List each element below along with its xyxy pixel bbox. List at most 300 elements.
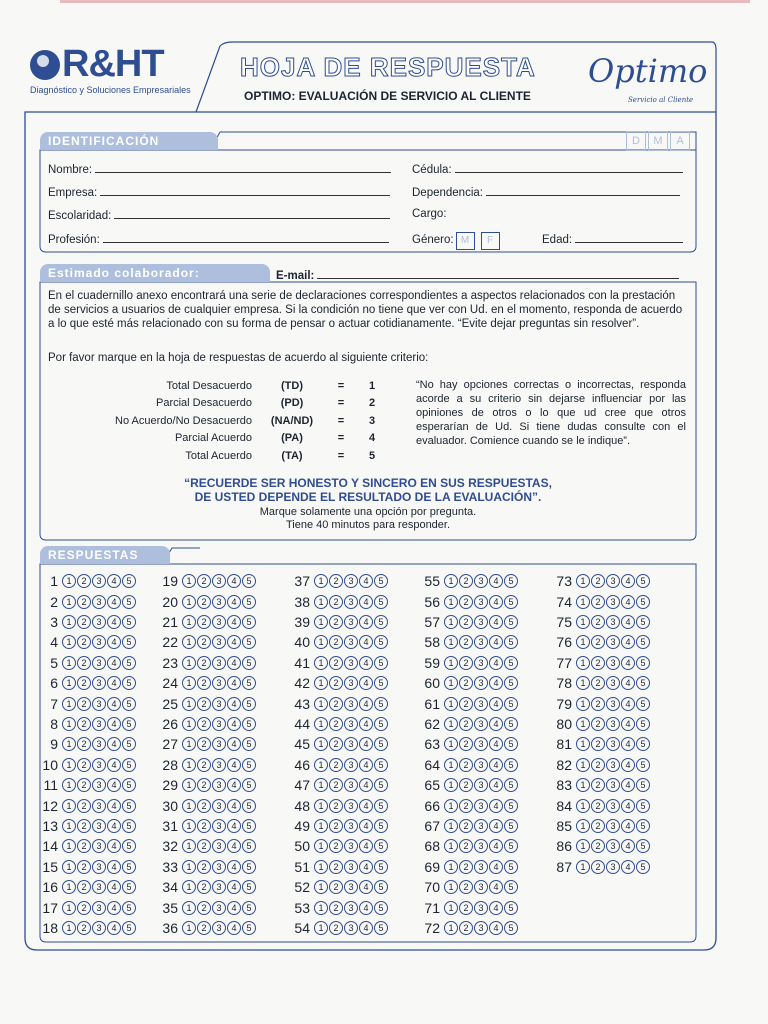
answer-bubble-3[interactable]: 3 bbox=[212, 860, 226, 874]
answer-bubble-5[interactable]: 5 bbox=[242, 839, 256, 853]
answer-bubble-5[interactable]: 5 bbox=[374, 860, 388, 874]
answer-bubble-4[interactable]: 4 bbox=[489, 676, 503, 690]
answer-bubble-4[interactable]: 4 bbox=[359, 676, 373, 690]
answer-bubble-1[interactable]: 1 bbox=[182, 656, 196, 670]
answer-bubble-5[interactable]: 5 bbox=[504, 839, 518, 853]
answer-bubble-2[interactable]: 2 bbox=[197, 819, 211, 833]
answer-bubble-4[interactable]: 4 bbox=[227, 921, 241, 935]
answer-bubble-3[interactable]: 3 bbox=[474, 860, 488, 874]
answer-bubble-4[interactable]: 4 bbox=[621, 656, 635, 670]
answer-bubble-2[interactable]: 2 bbox=[77, 676, 91, 690]
answer-bubble-1[interactable]: 1 bbox=[62, 819, 76, 833]
answer-bubble-5[interactable]: 5 bbox=[122, 758, 136, 772]
answer-bubble-2[interactable]: 2 bbox=[459, 880, 473, 894]
answer-bubble-5[interactable]: 5 bbox=[122, 737, 136, 751]
answer-bubble-2[interactable]: 2 bbox=[591, 860, 605, 874]
genero-f-box[interactable]: F bbox=[481, 232, 500, 250]
answer-bubble-3[interactable]: 3 bbox=[606, 635, 620, 649]
answer-bubble-4[interactable]: 4 bbox=[107, 595, 121, 609]
answer-bubble-4[interactable]: 4 bbox=[489, 799, 503, 813]
answer-bubble-3[interactable]: 3 bbox=[606, 717, 620, 731]
answer-bubble-2[interactable]: 2 bbox=[197, 880, 211, 894]
answer-bubble-3[interactable]: 3 bbox=[92, 635, 106, 649]
answer-bubble-2[interactable]: 2 bbox=[197, 799, 211, 813]
answer-bubble-3[interactable]: 3 bbox=[92, 595, 106, 609]
answer-bubble-4[interactable]: 4 bbox=[489, 737, 503, 751]
answer-bubble-1[interactable]: 1 bbox=[182, 921, 196, 935]
answer-bubble-5[interactable]: 5 bbox=[504, 880, 518, 894]
answer-bubble-5[interactable]: 5 bbox=[122, 656, 136, 670]
answer-bubble-4[interactable]: 4 bbox=[107, 799, 121, 813]
cargo-field[interactable] bbox=[412, 208, 447, 220]
answer-bubble-5[interactable]: 5 bbox=[122, 819, 136, 833]
answer-bubble-4[interactable]: 4 bbox=[621, 758, 635, 772]
empresa-line[interactable] bbox=[100, 185, 390, 196]
answer-bubble-2[interactable]: 2 bbox=[77, 778, 91, 792]
answer-bubble-4[interactable]: 4 bbox=[359, 574, 373, 588]
answer-bubble-2[interactable]: 2 bbox=[459, 799, 473, 813]
answer-bubble-1[interactable]: 1 bbox=[182, 901, 196, 915]
answer-bubble-3[interactable]: 3 bbox=[212, 697, 226, 711]
answer-bubble-2[interactable]: 2 bbox=[329, 860, 343, 874]
answer-bubble-4[interactable]: 4 bbox=[107, 635, 121, 649]
answer-bubble-5[interactable]: 5 bbox=[122, 921, 136, 935]
answer-bubble-1[interactable]: 1 bbox=[62, 758, 76, 772]
answer-bubble-2[interactable]: 2 bbox=[459, 737, 473, 751]
answer-bubble-3[interactable]: 3 bbox=[606, 799, 620, 813]
answer-bubble-2[interactable]: 2 bbox=[459, 758, 473, 772]
answer-bubble-3[interactable]: 3 bbox=[606, 697, 620, 711]
answer-bubble-1[interactable]: 1 bbox=[576, 839, 590, 853]
answer-bubble-3[interactable]: 3 bbox=[474, 656, 488, 670]
answer-bubble-2[interactable]: 2 bbox=[77, 860, 91, 874]
answer-bubble-4[interactable]: 4 bbox=[489, 574, 503, 588]
answer-bubble-3[interactable]: 3 bbox=[474, 635, 488, 649]
answer-bubble-1[interactable]: 1 bbox=[182, 758, 196, 772]
answer-bubble-5[interactable]: 5 bbox=[504, 778, 518, 792]
answer-bubble-4[interactable]: 4 bbox=[227, 901, 241, 915]
answer-bubble-1[interactable]: 1 bbox=[444, 799, 458, 813]
answer-bubble-4[interactable]: 4 bbox=[621, 799, 635, 813]
answer-bubble-1[interactable]: 1 bbox=[576, 615, 590, 629]
answer-bubble-5[interactable]: 5 bbox=[374, 737, 388, 751]
answer-bubble-1[interactable]: 1 bbox=[314, 778, 328, 792]
answer-bubble-4[interactable]: 4 bbox=[621, 635, 635, 649]
answer-bubble-3[interactable]: 3 bbox=[474, 737, 488, 751]
answer-bubble-5[interactable]: 5 bbox=[504, 819, 518, 833]
answer-bubble-1[interactable]: 1 bbox=[182, 635, 196, 649]
cedula-field[interactable] bbox=[412, 162, 683, 176]
answer-bubble-2[interactable]: 2 bbox=[591, 819, 605, 833]
answer-bubble-4[interactable]: 4 bbox=[107, 737, 121, 751]
answer-bubble-4[interactable]: 4 bbox=[107, 697, 121, 711]
answer-bubble-2[interactable]: 2 bbox=[329, 901, 343, 915]
answer-bubble-1[interactable]: 1 bbox=[314, 799, 328, 813]
answer-bubble-3[interactable]: 3 bbox=[212, 921, 226, 935]
answer-bubble-4[interactable]: 4 bbox=[359, 717, 373, 731]
answer-bubble-1[interactable]: 1 bbox=[576, 737, 590, 751]
answer-bubble-2[interactable]: 2 bbox=[77, 799, 91, 813]
answer-bubble-1[interactable]: 1 bbox=[62, 615, 76, 629]
answer-bubble-5[interactable]: 5 bbox=[242, 656, 256, 670]
answer-bubble-2[interactable]: 2 bbox=[591, 839, 605, 853]
answer-bubble-4[interactable]: 4 bbox=[227, 635, 241, 649]
cedula-line[interactable] bbox=[455, 162, 683, 173]
answer-bubble-3[interactable]: 3 bbox=[344, 901, 358, 915]
answer-bubble-5[interactable]: 5 bbox=[504, 697, 518, 711]
answer-bubble-3[interactable]: 3 bbox=[606, 860, 620, 874]
answer-bubble-2[interactable]: 2 bbox=[77, 717, 91, 731]
answer-bubble-2[interactable]: 2 bbox=[77, 595, 91, 609]
answer-bubble-3[interactable]: 3 bbox=[474, 615, 488, 629]
answer-bubble-3[interactable]: 3 bbox=[606, 676, 620, 690]
answer-bubble-1[interactable]: 1 bbox=[444, 595, 458, 609]
escolaridad-field[interactable] bbox=[48, 208, 390, 222]
answer-bubble-4[interactable]: 4 bbox=[359, 778, 373, 792]
answer-bubble-3[interactable]: 3 bbox=[92, 717, 106, 731]
answer-bubble-1[interactable]: 1 bbox=[576, 635, 590, 649]
answer-bubble-5[interactable]: 5 bbox=[636, 676, 650, 690]
answer-bubble-2[interactable]: 2 bbox=[329, 799, 343, 813]
answer-bubble-5[interactable]: 5 bbox=[636, 778, 650, 792]
answer-bubble-4[interactable]: 4 bbox=[359, 635, 373, 649]
answer-bubble-4[interactable]: 4 bbox=[107, 615, 121, 629]
answer-bubble-5[interactable]: 5 bbox=[504, 737, 518, 751]
answer-bubble-5[interactable]: 5 bbox=[242, 635, 256, 649]
nombre-line[interactable] bbox=[95, 162, 391, 173]
answer-bubble-1[interactable]: 1 bbox=[576, 595, 590, 609]
answer-bubble-3[interactable]: 3 bbox=[344, 860, 358, 874]
answer-bubble-3[interactable]: 3 bbox=[606, 737, 620, 751]
answer-bubble-2[interactable]: 2 bbox=[329, 676, 343, 690]
answer-bubble-1[interactable]: 1 bbox=[314, 758, 328, 772]
answer-bubble-1[interactable]: 1 bbox=[314, 921, 328, 935]
answer-bubble-3[interactable]: 3 bbox=[92, 758, 106, 772]
answer-bubble-3[interactable]: 3 bbox=[344, 595, 358, 609]
answer-bubble-1[interactable]: 1 bbox=[182, 880, 196, 894]
answer-bubble-3[interactable]: 3 bbox=[606, 574, 620, 588]
answer-bubble-1[interactable]: 1 bbox=[62, 737, 76, 751]
answer-bubble-4[interactable]: 4 bbox=[359, 758, 373, 772]
answer-bubble-5[interactable]: 5 bbox=[504, 574, 518, 588]
answer-bubble-3[interactable]: 3 bbox=[92, 615, 106, 629]
answer-bubble-1[interactable]: 1 bbox=[62, 839, 76, 853]
answer-bubble-4[interactable]: 4 bbox=[489, 635, 503, 649]
answer-bubble-4[interactable]: 4 bbox=[359, 880, 373, 894]
answer-bubble-2[interactable]: 2 bbox=[329, 615, 343, 629]
answer-bubble-4[interactable]: 4 bbox=[489, 860, 503, 874]
answer-bubble-2[interactable]: 2 bbox=[459, 839, 473, 853]
answer-bubble-1[interactable]: 1 bbox=[182, 676, 196, 690]
answer-bubble-4[interactable]: 4 bbox=[359, 595, 373, 609]
answer-bubble-5[interactable]: 5 bbox=[504, 676, 518, 690]
answer-bubble-1[interactable]: 1 bbox=[576, 778, 590, 792]
answer-bubble-3[interactable]: 3 bbox=[92, 574, 106, 588]
answer-bubble-5[interactable]: 5 bbox=[242, 778, 256, 792]
answer-bubble-5[interactable]: 5 bbox=[636, 656, 650, 670]
answer-bubble-3[interactable]: 3 bbox=[606, 595, 620, 609]
answer-bubble-5[interactable]: 5 bbox=[504, 615, 518, 629]
answer-bubble-3[interactable]: 3 bbox=[92, 778, 106, 792]
answer-bubble-1[interactable]: 1 bbox=[314, 595, 328, 609]
answer-bubble-5[interactable]: 5 bbox=[242, 860, 256, 874]
answer-bubble-5[interactable]: 5 bbox=[374, 717, 388, 731]
answer-bubble-5[interactable]: 5 bbox=[242, 595, 256, 609]
dependencia-field[interactable] bbox=[412, 185, 680, 199]
answer-bubble-5[interactable]: 5 bbox=[242, 574, 256, 588]
answer-bubble-3[interactable]: 3 bbox=[212, 737, 226, 751]
answer-bubble-1[interactable]: 1 bbox=[576, 717, 590, 731]
answer-bubble-1[interactable]: 1 bbox=[576, 676, 590, 690]
answer-bubble-2[interactable]: 2 bbox=[77, 697, 91, 711]
answer-bubble-4[interactable]: 4 bbox=[489, 778, 503, 792]
answer-bubble-4[interactable]: 4 bbox=[489, 758, 503, 772]
answer-bubble-5[interactable]: 5 bbox=[636, 839, 650, 853]
answer-bubble-3[interactable]: 3 bbox=[606, 778, 620, 792]
answer-bubble-5[interactable]: 5 bbox=[636, 574, 650, 588]
answer-bubble-3[interactable]: 3 bbox=[344, 921, 358, 935]
day-box[interactable]: D bbox=[626, 131, 646, 151]
answer-bubble-1[interactable]: 1 bbox=[314, 819, 328, 833]
answer-bubble-2[interactable]: 2 bbox=[197, 860, 211, 874]
answer-bubble-4[interactable]: 4 bbox=[489, 595, 503, 609]
answer-bubble-4[interactable]: 4 bbox=[107, 574, 121, 588]
answer-bubble-1[interactable]: 1 bbox=[182, 615, 196, 629]
answer-bubble-2[interactable]: 2 bbox=[197, 595, 211, 609]
answer-bubble-4[interactable]: 4 bbox=[621, 574, 635, 588]
answer-bubble-1[interactable]: 1 bbox=[62, 676, 76, 690]
answer-bubble-5[interactable]: 5 bbox=[504, 758, 518, 772]
answer-bubble-4[interactable]: 4 bbox=[621, 615, 635, 629]
answer-bubble-1[interactable]: 1 bbox=[62, 595, 76, 609]
answer-bubble-1[interactable]: 1 bbox=[576, 697, 590, 711]
answer-bubble-3[interactable]: 3 bbox=[344, 615, 358, 629]
answer-bubble-3[interactable]: 3 bbox=[92, 656, 106, 670]
answer-bubble-5[interactable]: 5 bbox=[242, 697, 256, 711]
answer-bubble-5[interactable]: 5 bbox=[122, 574, 136, 588]
answer-bubble-1[interactable]: 1 bbox=[62, 860, 76, 874]
answer-bubble-5[interactable]: 5 bbox=[242, 737, 256, 751]
answer-bubble-5[interactable]: 5 bbox=[504, 921, 518, 935]
answer-bubble-1[interactable]: 1 bbox=[444, 921, 458, 935]
answer-bubble-5[interactable]: 5 bbox=[636, 697, 650, 711]
answer-bubble-5[interactable]: 5 bbox=[504, 635, 518, 649]
answer-bubble-3[interactable]: 3 bbox=[212, 676, 226, 690]
answer-bubble-2[interactable]: 2 bbox=[459, 615, 473, 629]
dependencia-line[interactable] bbox=[486, 185, 680, 196]
answer-bubble-1[interactable]: 1 bbox=[444, 615, 458, 629]
answer-bubble-1[interactable]: 1 bbox=[182, 819, 196, 833]
answer-bubble-3[interactable]: 3 bbox=[344, 676, 358, 690]
profesion-field[interactable] bbox=[48, 232, 389, 246]
answer-bubble-4[interactable]: 4 bbox=[359, 697, 373, 711]
answer-bubble-2[interactable]: 2 bbox=[329, 656, 343, 670]
answer-bubble-3[interactable]: 3 bbox=[474, 880, 488, 894]
answer-bubble-1[interactable]: 1 bbox=[182, 778, 196, 792]
answer-bubble-4[interactable]: 4 bbox=[489, 901, 503, 915]
answer-bubble-2[interactable]: 2 bbox=[459, 676, 473, 690]
answer-bubble-4[interactable]: 4 bbox=[227, 758, 241, 772]
answer-bubble-4[interactable]: 4 bbox=[489, 880, 503, 894]
answer-bubble-2[interactable]: 2 bbox=[77, 615, 91, 629]
answer-bubble-3[interactable]: 3 bbox=[212, 717, 226, 731]
answer-bubble-5[interactable]: 5 bbox=[374, 697, 388, 711]
answer-bubble-1[interactable]: 1 bbox=[314, 676, 328, 690]
answer-bubble-1[interactable]: 1 bbox=[182, 574, 196, 588]
answer-bubble-5[interactable]: 5 bbox=[636, 717, 650, 731]
answer-bubble-2[interactable]: 2 bbox=[591, 778, 605, 792]
answer-bubble-2[interactable]: 2 bbox=[459, 901, 473, 915]
answer-bubble-1[interactable]: 1 bbox=[62, 921, 76, 935]
answer-bubble-1[interactable]: 1 bbox=[444, 676, 458, 690]
answer-bubble-2[interactable]: 2 bbox=[197, 615, 211, 629]
answer-bubble-3[interactable]: 3 bbox=[344, 656, 358, 670]
answer-bubble-1[interactable]: 1 bbox=[444, 758, 458, 772]
answer-bubble-5[interactable]: 5 bbox=[122, 901, 136, 915]
answer-bubble-2[interactable]: 2 bbox=[591, 656, 605, 670]
answer-bubble-3[interactable]: 3 bbox=[344, 635, 358, 649]
answer-bubble-4[interactable]: 4 bbox=[227, 697, 241, 711]
answer-bubble-5[interactable]: 5 bbox=[242, 921, 256, 935]
answer-bubble-2[interactable]: 2 bbox=[77, 758, 91, 772]
answer-bubble-1[interactable]: 1 bbox=[62, 697, 76, 711]
answer-bubble-2[interactable]: 2 bbox=[197, 901, 211, 915]
answer-bubble-5[interactable]: 5 bbox=[122, 615, 136, 629]
answer-bubble-1[interactable]: 1 bbox=[182, 799, 196, 813]
answer-bubble-5[interactable]: 5 bbox=[242, 819, 256, 833]
answer-bubble-3[interactable]: 3 bbox=[92, 901, 106, 915]
answer-bubble-5[interactable]: 5 bbox=[122, 778, 136, 792]
answer-bubble-3[interactable]: 3 bbox=[92, 921, 106, 935]
answer-bubble-4[interactable]: 4 bbox=[359, 860, 373, 874]
answer-bubble-5[interactable]: 5 bbox=[122, 799, 136, 813]
answer-bubble-1[interactable]: 1 bbox=[62, 635, 76, 649]
answer-bubble-4[interactable]: 4 bbox=[107, 901, 121, 915]
answer-bubble-3[interactable]: 3 bbox=[92, 880, 106, 894]
answer-bubble-2[interactable]: 2 bbox=[329, 758, 343, 772]
answer-bubble-1[interactable]: 1 bbox=[62, 778, 76, 792]
answer-bubble-1[interactable]: 1 bbox=[314, 717, 328, 731]
answer-bubble-2[interactable]: 2 bbox=[77, 737, 91, 751]
answer-bubble-5[interactable]: 5 bbox=[242, 799, 256, 813]
answer-bubble-4[interactable]: 4 bbox=[227, 799, 241, 813]
answer-bubble-4[interactable]: 4 bbox=[227, 615, 241, 629]
answer-bubble-1[interactable]: 1 bbox=[182, 697, 196, 711]
answer-bubble-5[interactable]: 5 bbox=[242, 676, 256, 690]
answer-bubble-1[interactable]: 1 bbox=[576, 574, 590, 588]
answer-bubble-5[interactable]: 5 bbox=[122, 697, 136, 711]
answer-bubble-3[interactable]: 3 bbox=[474, 717, 488, 731]
answer-bubble-2[interactable]: 2 bbox=[591, 737, 605, 751]
answer-bubble-5[interactable]: 5 bbox=[636, 860, 650, 874]
answer-bubble-5[interactable]: 5 bbox=[242, 717, 256, 731]
answer-bubble-4[interactable]: 4 bbox=[227, 717, 241, 731]
answer-bubble-5[interactable]: 5 bbox=[636, 819, 650, 833]
answer-bubble-4[interactable]: 4 bbox=[107, 758, 121, 772]
answer-bubble-2[interactable]: 2 bbox=[591, 697, 605, 711]
answer-bubble-1[interactable]: 1 bbox=[444, 778, 458, 792]
answer-bubble-3[interactable]: 3 bbox=[212, 574, 226, 588]
answer-bubble-2[interactable]: 2 bbox=[591, 799, 605, 813]
answer-bubble-3[interactable]: 3 bbox=[92, 860, 106, 874]
answer-bubble-2[interactable]: 2 bbox=[197, 697, 211, 711]
answer-bubble-2[interactable]: 2 bbox=[329, 778, 343, 792]
answer-bubble-4[interactable]: 4 bbox=[227, 778, 241, 792]
answer-bubble-4[interactable]: 4 bbox=[621, 839, 635, 853]
answer-bubble-1[interactable]: 1 bbox=[62, 717, 76, 731]
answer-bubble-4[interactable]: 4 bbox=[107, 656, 121, 670]
answer-bubble-4[interactable]: 4 bbox=[227, 839, 241, 853]
answer-bubble-4[interactable]: 4 bbox=[107, 717, 121, 731]
answer-bubble-5[interactable]: 5 bbox=[636, 635, 650, 649]
answer-bubble-1[interactable]: 1 bbox=[444, 697, 458, 711]
answer-bubble-3[interactable]: 3 bbox=[212, 758, 226, 772]
answer-bubble-4[interactable]: 4 bbox=[489, 819, 503, 833]
answer-bubble-1[interactable]: 1 bbox=[314, 860, 328, 874]
answer-bubble-2[interactable]: 2 bbox=[197, 778, 211, 792]
answer-bubble-3[interactable]: 3 bbox=[344, 697, 358, 711]
answer-bubble-2[interactable]: 2 bbox=[77, 819, 91, 833]
year-box[interactable]: A bbox=[670, 131, 690, 151]
email-field[interactable] bbox=[276, 268, 679, 282]
answer-bubble-4[interactable]: 4 bbox=[107, 839, 121, 853]
answer-bubble-1[interactable]: 1 bbox=[314, 656, 328, 670]
answer-bubble-4[interactable]: 4 bbox=[227, 860, 241, 874]
answer-bubble-2[interactable]: 2 bbox=[591, 676, 605, 690]
answer-bubble-5[interactable]: 5 bbox=[636, 737, 650, 751]
answer-bubble-5[interactable]: 5 bbox=[374, 656, 388, 670]
answer-bubble-2[interactable]: 2 bbox=[329, 839, 343, 853]
answer-bubble-1[interactable]: 1 bbox=[576, 656, 590, 670]
nombre-field[interactable] bbox=[48, 162, 391, 176]
answer-bubble-2[interactable]: 2 bbox=[591, 758, 605, 772]
answer-bubble-2[interactable]: 2 bbox=[329, 737, 343, 751]
answer-bubble-1[interactable]: 1 bbox=[62, 880, 76, 894]
answer-bubble-3[interactable]: 3 bbox=[212, 778, 226, 792]
answer-bubble-2[interactable]: 2 bbox=[77, 901, 91, 915]
answer-bubble-1[interactable]: 1 bbox=[576, 819, 590, 833]
answer-bubble-4[interactable]: 4 bbox=[227, 819, 241, 833]
answer-bubble-3[interactable]: 3 bbox=[606, 615, 620, 629]
answer-bubble-1[interactable]: 1 bbox=[62, 656, 76, 670]
answer-bubble-3[interactable]: 3 bbox=[92, 697, 106, 711]
answer-bubble-5[interactable]: 5 bbox=[122, 880, 136, 894]
answer-bubble-5[interactable]: 5 bbox=[636, 615, 650, 629]
answer-bubble-4[interactable]: 4 bbox=[107, 921, 121, 935]
answer-bubble-3[interactable]: 3 bbox=[212, 656, 226, 670]
answer-bubble-4[interactable]: 4 bbox=[227, 880, 241, 894]
answer-bubble-5[interactable]: 5 bbox=[636, 758, 650, 772]
answer-bubble-4[interactable]: 4 bbox=[227, 595, 241, 609]
answer-bubble-3[interactable]: 3 bbox=[344, 880, 358, 894]
answer-bubble-3[interactable]: 3 bbox=[474, 574, 488, 588]
answer-bubble-5[interactable]: 5 bbox=[122, 635, 136, 649]
answer-bubble-4[interactable]: 4 bbox=[359, 921, 373, 935]
answer-bubble-1[interactable]: 1 bbox=[444, 901, 458, 915]
answer-bubble-1[interactable]: 1 bbox=[182, 595, 196, 609]
answer-bubble-2[interactable]: 2 bbox=[591, 615, 605, 629]
answer-bubble-4[interactable]: 4 bbox=[621, 717, 635, 731]
answer-bubble-3[interactable]: 3 bbox=[474, 901, 488, 915]
answer-bubble-5[interactable]: 5 bbox=[374, 595, 388, 609]
answer-bubble-2[interactable]: 2 bbox=[591, 635, 605, 649]
answer-bubble-3[interactable]: 3 bbox=[212, 839, 226, 853]
answer-bubble-1[interactable]: 1 bbox=[444, 635, 458, 649]
answer-bubble-3[interactable]: 3 bbox=[212, 595, 226, 609]
answer-bubble-2[interactable]: 2 bbox=[459, 819, 473, 833]
answer-bubble-5[interactable]: 5 bbox=[374, 676, 388, 690]
answer-bubble-3[interactable]: 3 bbox=[344, 758, 358, 772]
